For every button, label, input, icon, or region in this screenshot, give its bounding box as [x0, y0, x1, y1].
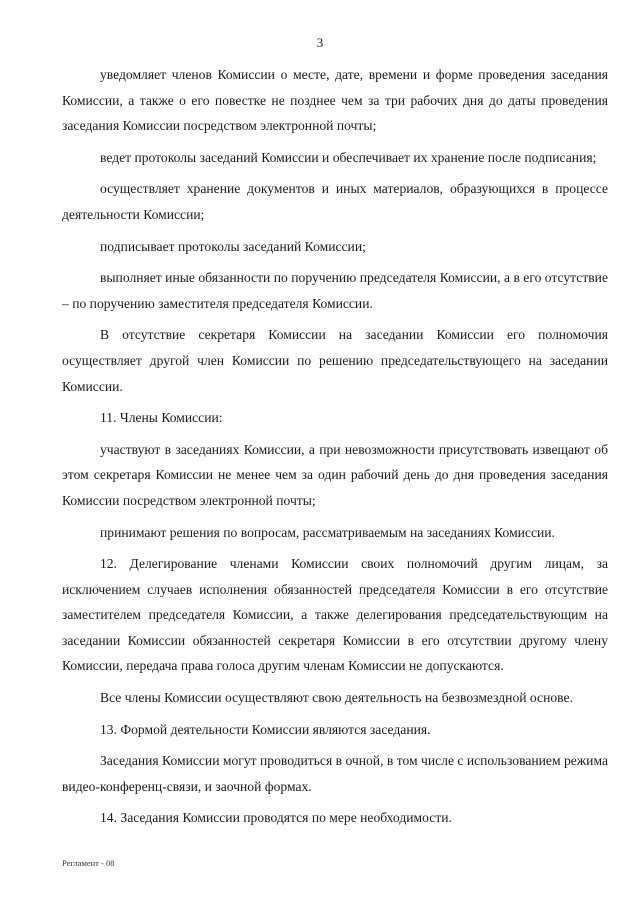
paragraph: осуществляет хранение документов и иных материалов, образующихся в процессе деятельности Комиссии; [62, 181, 608, 222]
page-number: 3 [316, 35, 324, 50]
paragraph: выполняет иные обязанности по поручению председателя Комиссии, а в его отсутствие – по поручению заместителя председателя Комиссии. [62, 270, 608, 311]
document-body [62, 62, 608, 831]
section-heading: 11. Члены Комиссии: [100, 410, 223, 426]
paragraph: уведомляет членов Комиссии о месте, дате, времени и форме проведения заседания Комиссии, а также о его повестке не позднее чем за три рабочих дня до даты проведения заседания Комиссии посредством электронной почты; [62, 67, 608, 134]
paragraph: В отсутствие секретаря Комиссии на заседании Комиссии его полномочия осуществляет другой член Комиссии по решению председательствующего на заседании Комиссии. [62, 327, 608, 394]
paragraph: 13. Формой деятельности Комиссии являются заседания. [100, 721, 431, 737]
paragraph: принимают решения по вопросам, рассматриваемым на заседаниях Комиссии. [100, 524, 555, 540]
footer-label: Регламент - 08 [62, 858, 115, 868]
paragraph: участвуют в заседаниях Комиссии, а при невозможности присутствовать извещают об этом секретаря Комиссии не менее чем за один рабочий день до дня проведения заседания Комиссии посредством электронной почты; [62, 441, 608, 508]
paragraph: 12. Делегирование членами Комиссии своих полномочий другим лицам, за исключением случаев исполнения обязанностей председателя Комиссии в его отсутствие заместителем председателя Комиссии, а также делегирования председательствующим на заседании Комиссии обязанностей секретаря Комиссии в его отсутствии другому члену Комиссии, передача права голоса другим членам Комиссии не допускаются. [62, 556, 608, 674]
paragraph: Заседания Комиссии могут проводиться в очной, в том числе с использованием режима видео-конференц-связи, и заочной формах. [62, 753, 608, 794]
paragraph: подписывает протоколы заседаний Комиссии; [100, 238, 366, 254]
paragraph: Все члены Комиссии осуществляют свою деятельность на безвозмездной основе. [100, 690, 573, 706]
paragraph: ведет протоколы заседаний Комиссии и обеспечивает их хранение после подписания; [100, 149, 597, 165]
paragraph: 14. Заседания Комиссии проводятся по мере необходимости. [100, 810, 452, 826]
